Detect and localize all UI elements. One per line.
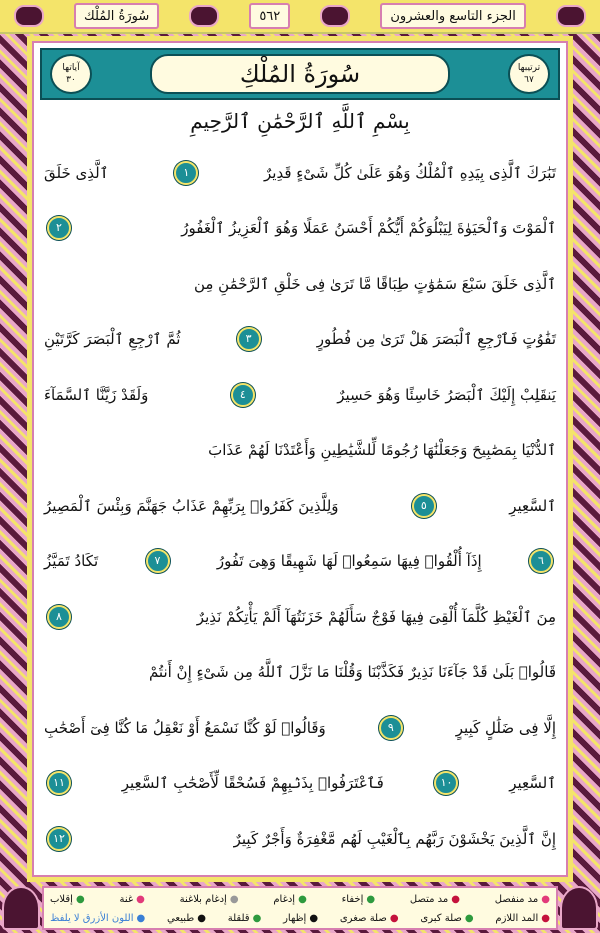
legend-label: مد متصل: [409, 894, 449, 905]
verse-text: إِنَّ ٱلَّذِينَ يَخْشَوْنَ رَبَّهُم بِٱلْغَيْبِ لَهُم مَّغْفِرَةٌ وَأَجْرٌ كَبِيرٌ: [233, 829, 556, 848]
verse-text: ٱلَّذِى خَلَقَ سَبْعَ سَمَٰوَٰتٍ طِبَاقًا مَّا تَرَىٰ فِى خَلْقِ ٱلرَّحْمَٰنِ مِن: [193, 274, 556, 293]
color-swatch-icon: ●: [366, 894, 376, 905]
legend-label: غنة: [119, 894, 134, 905]
verse-text: وَلِلَّذِينَ كَفَرُوا۟ بِرَبِّهِمْ عَذَابُ جَهَنَّمَ وَبِئْسَ ٱلْمَصِيرُ: [44, 496, 339, 515]
legend-label: المد اللازم: [495, 913, 539, 924]
ayah-number-marker: ٢: [47, 216, 71, 240]
ayah-number-marker: ٧: [146, 549, 170, 573]
order-label: ترتيبها: [517, 63, 541, 73]
verse-text: إِذَآ أُلْقُوا۟ فِيهَا سَمِعُوا۟ لَهَا شَهِيقًا وَهِىَ تَفُورُ: [216, 552, 482, 571]
ayah-number-marker: ٤: [231, 383, 255, 407]
color-swatch-icon: ●: [252, 913, 262, 924]
legend-label: صلة كبرى: [420, 913, 462, 924]
verse-text: إِلَّا فِى ضَلَٰلٍ كَبِيرٍ: [455, 718, 556, 737]
legend-label: إدغام بلاغنة: [179, 894, 227, 905]
juz-name: الجزء التاسع والعشرون: [380, 3, 526, 29]
verse-text: ٱلْمَوْتَ وَٱلْحَيَوٰةَ لِيَبْلُوَكُمْ أَيُّكُمْ أَحْسَنُ عَمَلًا وَهُوَ ٱلْعَزِيزُ ٱلْغَفُورُ: [181, 219, 556, 238]
verse-text: تَبَٰرَكَ ٱلَّذِى بِيَدِهِ ٱلْمُلْكُ وَهُوَ عَلَىٰ كُلِّ شَىْءٍ قَدِيرٌ: [264, 163, 556, 182]
legend-label: إقلاب: [50, 894, 73, 905]
header-bar: [0, 0, 600, 34]
color-swatch-icon: ●: [136, 894, 145, 905]
legend-item: [273, 894, 306, 905]
legend-item: [119, 894, 144, 905]
color-swatch-icon: ●: [229, 894, 239, 905]
verse-text: مِنَ ٱلْغَيْظِ كُلَّمَآ أُلْقِىَ فِيهَا فَوْجٌ سَأَلَهُمْ خَزَنَتُهَآ أَلَمْ يَأْتِكُمْ نَذِيرٌ: [196, 607, 556, 626]
verse-text: وَلَقَدْ زَيَّنَّا ٱلسَّمَآءَ: [44, 385, 149, 404]
ayah-number-marker: ١١: [47, 771, 71, 795]
verse-text: ٱلدُّنْيَا بِمَصَٰبِيحَ وَجَعَلْنَٰهَا رُجُومًا لِّلشَّيَٰطِينِ وَأَعْتَدْنَا لَهُمْ عَذَابَ: [208, 441, 556, 460]
legend-row: [50, 909, 550, 928]
legend-item: [495, 913, 550, 924]
legend-label: إخفاء: [341, 894, 364, 905]
corner-ornament-icon: [560, 886, 598, 930]
legend-label: اللون الأزرق لا يلفظ: [50, 913, 134, 924]
legend-item: [410, 894, 460, 905]
verse-line: [44, 645, 556, 701]
corner-ornament-icon: [2, 886, 40, 930]
legend-item: [167, 913, 206, 924]
color-swatch-icon: ●: [136, 913, 146, 924]
verse-line: [44, 589, 556, 645]
tajweed-legend: [42, 886, 558, 930]
color-swatch-icon: ●: [298, 894, 307, 905]
verse-text: تَكَادُ تَمَيَّزُ: [44, 552, 99, 571]
color-swatch-icon: ●: [309, 913, 319, 924]
verse-line: [44, 256, 556, 312]
legend-label: مد منفصل: [494, 894, 539, 905]
verse-lines: [44, 145, 556, 867]
color-swatch-icon: ●: [451, 894, 461, 905]
verse-text: يَنقَلِبْ إِلَيْكَ ٱلْبَصَرُ خَاسِئًا وَهُوَ حَسِيرٌ: [337, 385, 556, 404]
verse-text: وَقَالُوا۟ لَوْ كُنَّا نَسْمَعُ أَوْ نَعْقِلُ مَا كُنَّا فِىٓ أَصْحَٰبِ: [44, 718, 326, 737]
color-swatch-icon: ●: [541, 913, 550, 924]
color-swatch-icon: ●: [464, 913, 474, 924]
verse-text: ٱلسَّعِيرِ: [509, 496, 556, 515]
verse-text: ثُمَّ ٱرْجِعِ ٱلْبَصَرَ كَرَّتَيْنِ: [44, 330, 181, 349]
verse-line: [44, 756, 556, 812]
ayah-number-marker: ٣: [237, 327, 261, 351]
verse-line: [44, 201, 556, 257]
verse-line: [44, 145, 556, 201]
surah-title: سُورَةُ المُلْكِ: [150, 54, 450, 94]
verse-line: [44, 478, 556, 534]
verse-line: [44, 367, 556, 423]
ayah-number-marker: ٦: [529, 549, 553, 573]
ayah-number-marker: ٩: [379, 716, 403, 740]
verse-text: تَفَٰوُتٍ فَٱرْجِعِ ٱلْبَصَرَ هَلْ تَرَىٰ مِن فُطُورٍ: [316, 330, 556, 349]
legend-item: [495, 894, 550, 905]
verse-text: فَٱعْتَرَفُوا۟ بِذَنۢبِهِمْ فَسُحْقًا لِّأَصْحَٰبِ ٱلسَّعِيرِ: [121, 774, 384, 793]
legend-label: قلقلة: [227, 913, 250, 924]
legend-item: [228, 913, 262, 924]
header-surah-name: سُورَةُ المُلْك: [74, 3, 159, 29]
color-swatch-icon: ●: [75, 894, 85, 905]
verse-line: [44, 312, 556, 368]
legend-item: [420, 913, 473, 924]
verse-count-roundel: [50, 54, 92, 94]
legend-label: إدغام: [273, 894, 296, 905]
ornament-icon: [556, 5, 586, 27]
legend-item: [283, 913, 318, 924]
legend-label: صلة صغرى: [339, 913, 387, 924]
surah-order-roundel: [508, 54, 550, 94]
ornament-icon: [189, 5, 219, 27]
ayah-number-marker: ١: [174, 161, 198, 185]
ayah-number-marker: ١٠: [434, 771, 458, 795]
legend-item: [50, 913, 145, 924]
legend-row: [50, 890, 550, 909]
page-frame: [27, 36, 573, 882]
ornament-icon: [14, 5, 44, 27]
legend-item: [180, 894, 239, 905]
verse-text: قَالُوا۟ بَلَىٰ قَدْ جَآءَنَا نَذِيرٌ فَكَذَّبْنَا وَقُلْنَا مَا نَزَّلَ ٱللَّهُ مِن شَىْءٍ إِنْ أَنتُمْ: [148, 663, 556, 682]
legend-item: [340, 913, 399, 924]
ayah-number-marker: ١٢: [47, 827, 71, 851]
legend-label: إظهار: [283, 913, 307, 924]
text-area: [32, 41, 568, 877]
ornament-icon: [320, 5, 350, 27]
color-swatch-icon: ●: [389, 913, 399, 924]
legend-item: [342, 894, 376, 905]
color-swatch-icon: ●: [197, 913, 206, 924]
color-swatch-icon: ●: [541, 894, 550, 905]
bismillah: بِسْمِ ٱللَّهِ ٱلرَّحْمَٰنِ ٱلرَّحِيمِ: [190, 109, 410, 133]
page-number: ٥٦٢: [249, 3, 290, 29]
legend-item: [50, 894, 85, 905]
verses-label: آياتها: [62, 63, 80, 73]
verse-text: ٱلَّذِى خَلَقَ: [44, 163, 109, 182]
order-number: ٦٧: [524, 75, 534, 85]
verse-line: [44, 534, 556, 590]
legend-label: طبيعي: [167, 913, 195, 924]
verse-line: [44, 423, 556, 479]
surah-title-band: [40, 48, 560, 100]
ayah-number-marker: ٨: [47, 605, 71, 629]
verse-line: [44, 811, 556, 867]
verses-count: ٣٠: [66, 75, 76, 85]
verse-line: [44, 700, 556, 756]
ayah-number-marker: ٥: [412, 494, 436, 518]
verse-text: ٱلسَّعِيرِ: [509, 774, 556, 793]
